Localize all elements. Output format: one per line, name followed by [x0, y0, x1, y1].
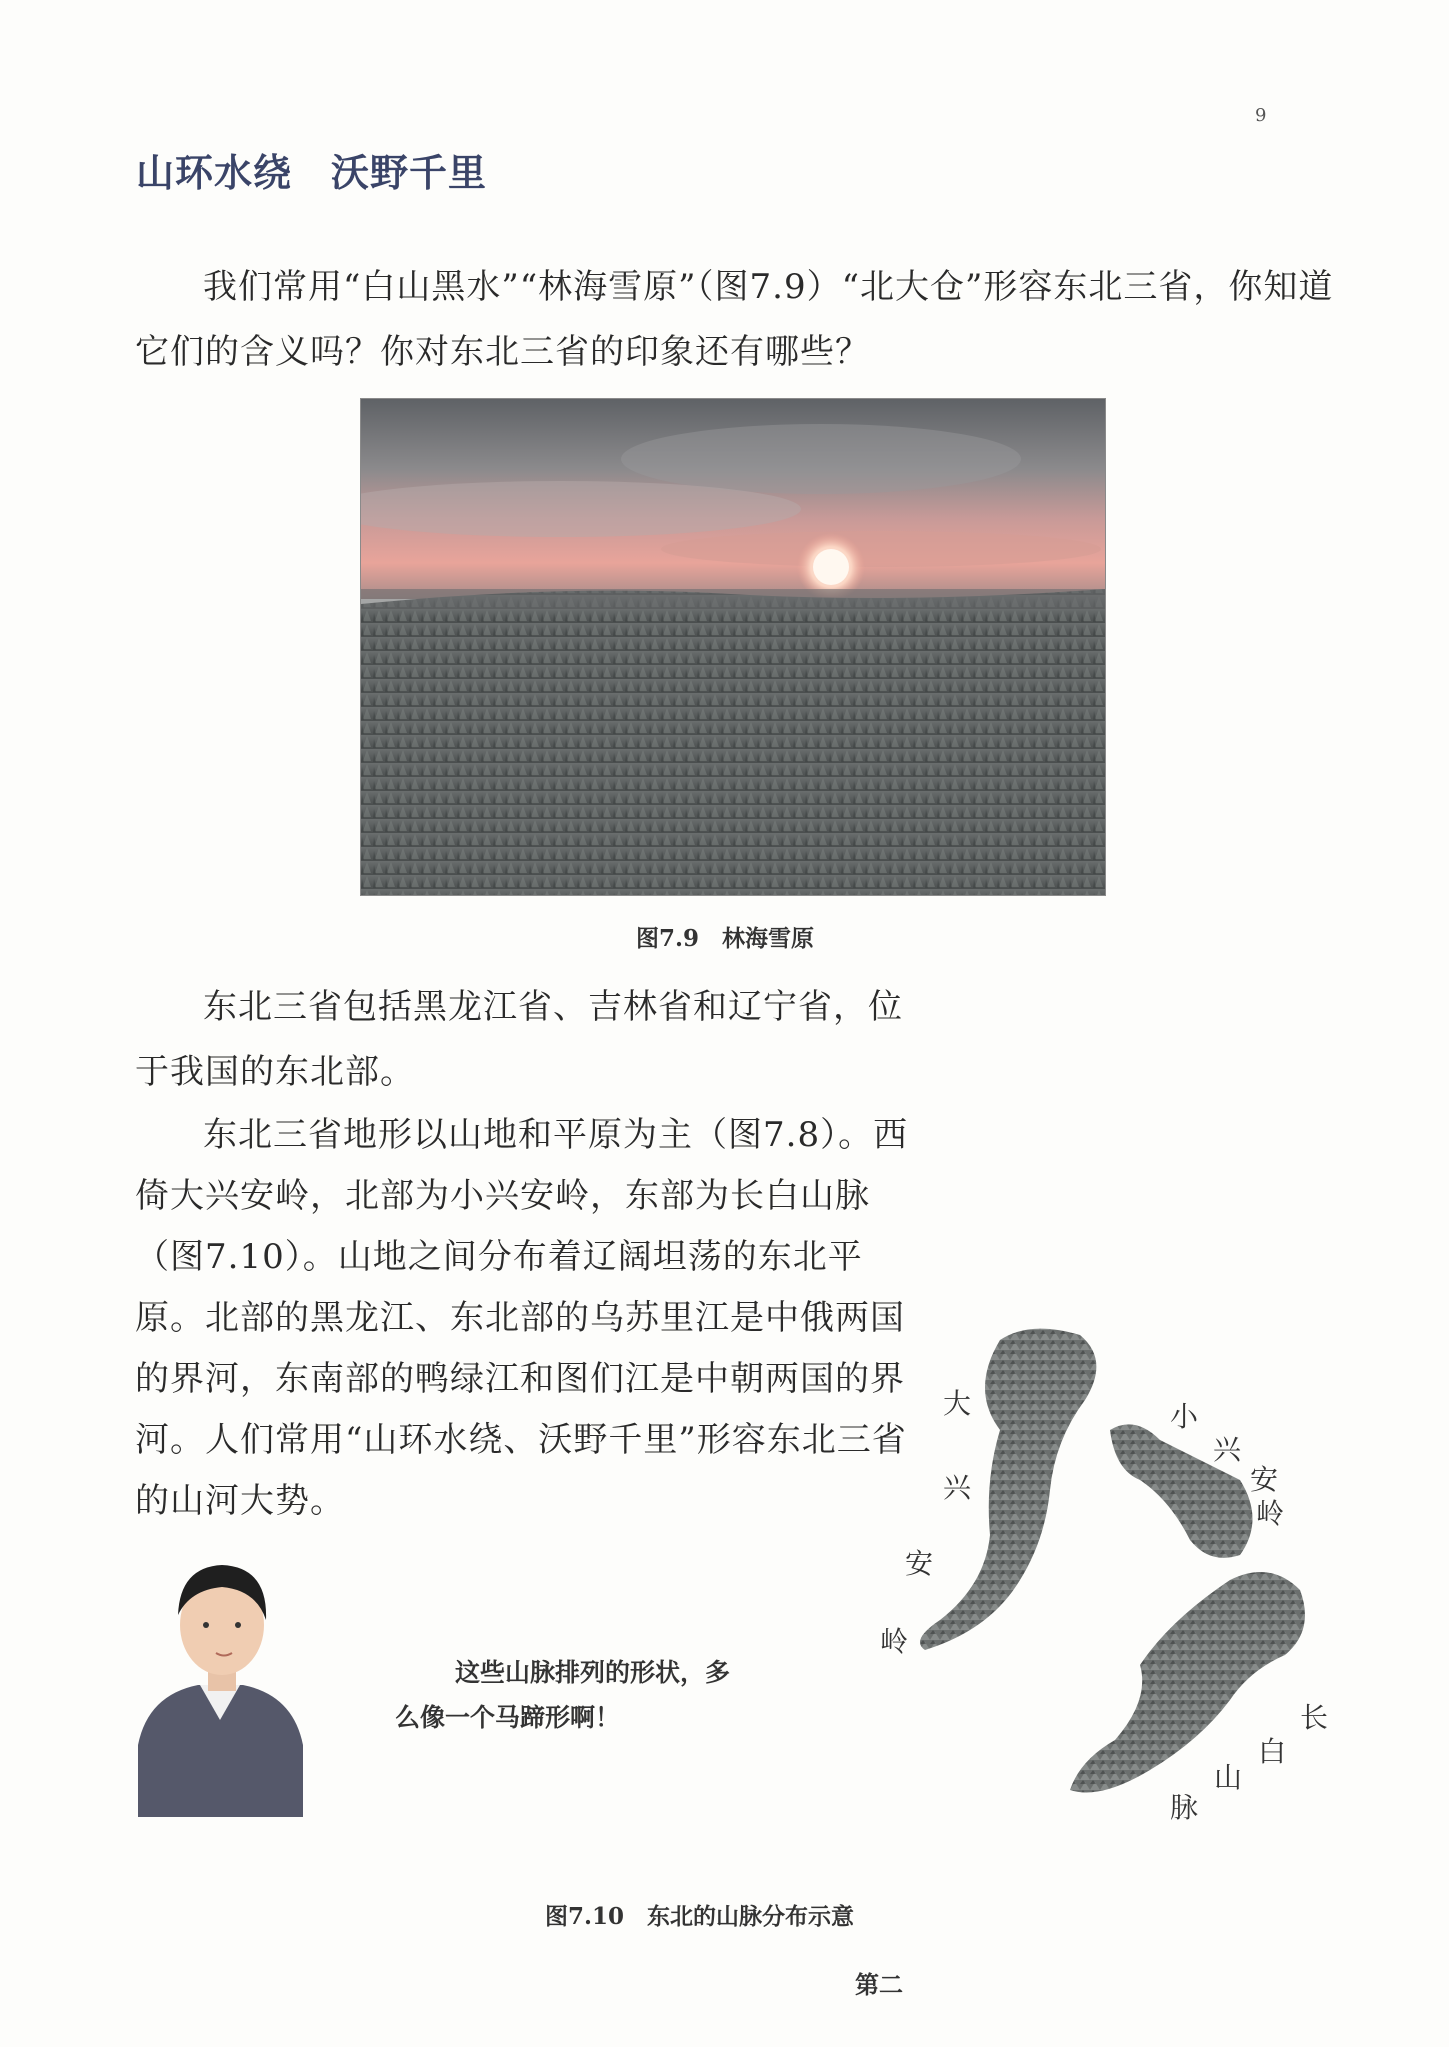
corner-mark: 9 — [1255, 105, 1267, 126]
label-xiao-1: 小 — [1170, 1400, 1199, 1433]
boy-illustration — [138, 1545, 303, 1817]
forest-sunset-illustration — [361, 399, 1105, 895]
terrain-paragraph: 东北三省地形以山地和平原为主（图7.8）。西倚大兴安岭，北部为小兴安岭，东部为长白山脉（图7.10）。山地之间分布着辽阔坦荡的东北平原。北部的黑龙江、东北部的乌苏里江是中俄两国的界河，东南部的鸭绿江和图们江是中朝两国的界河。人们常用“山环水绕、沃野千里”形容东北三省的山河大势。 — [135, 1115, 909, 1521]
label-chang-2: 白 — [1258, 1735, 1287, 1768]
label-chang-4: 脉 — [1170, 1791, 1199, 1824]
forest-sunset-photo — [360, 398, 1106, 896]
label-da-4: 岭 — [880, 1625, 909, 1658]
section-title: 山环水绕 沃野千里 — [136, 150, 488, 195]
location-paragraph: 东北三省包括黑龙江省、吉林省和辽宁省，位于我国的东北部。 — [135, 987, 903, 1092]
figure-7-9-caption: 图7.9 林海雪原 — [636, 925, 815, 952]
speech-line-2: 么像一个马蹄形啊！ — [395, 1703, 621, 1732]
page-footer: 第二 — [855, 1970, 903, 1999]
label-chang-1: 长 — [1300, 1701, 1329, 1734]
label-chang-3: 山 — [1214, 1761, 1243, 1794]
speech-text — [395, 1650, 785, 1740]
label-da-3: 安 — [905, 1547, 934, 1580]
label-xiao-2: 兴 — [1213, 1433, 1242, 1466]
speech-line-1: 这些山脉排列的形状，多 — [455, 1658, 731, 1687]
intro-paragraph: 我们常用“白山黑水”“林海雪原”（图7.9）“北大仓”形容东北三省，你知道它们的含义吗？你对东北三省的印象还有哪些？ — [135, 267, 1334, 372]
label-da-2: 兴 — [943, 1471, 972, 1504]
label-xiao-3: 安 — [1250, 1463, 1279, 1496]
label-da-1: 大 — [943, 1387, 972, 1420]
figure-7-10-caption: 图7.10 东北的山脉分布示意 — [545, 1903, 855, 1930]
label-xiao-4: 岭 — [1256, 1497, 1285, 1530]
